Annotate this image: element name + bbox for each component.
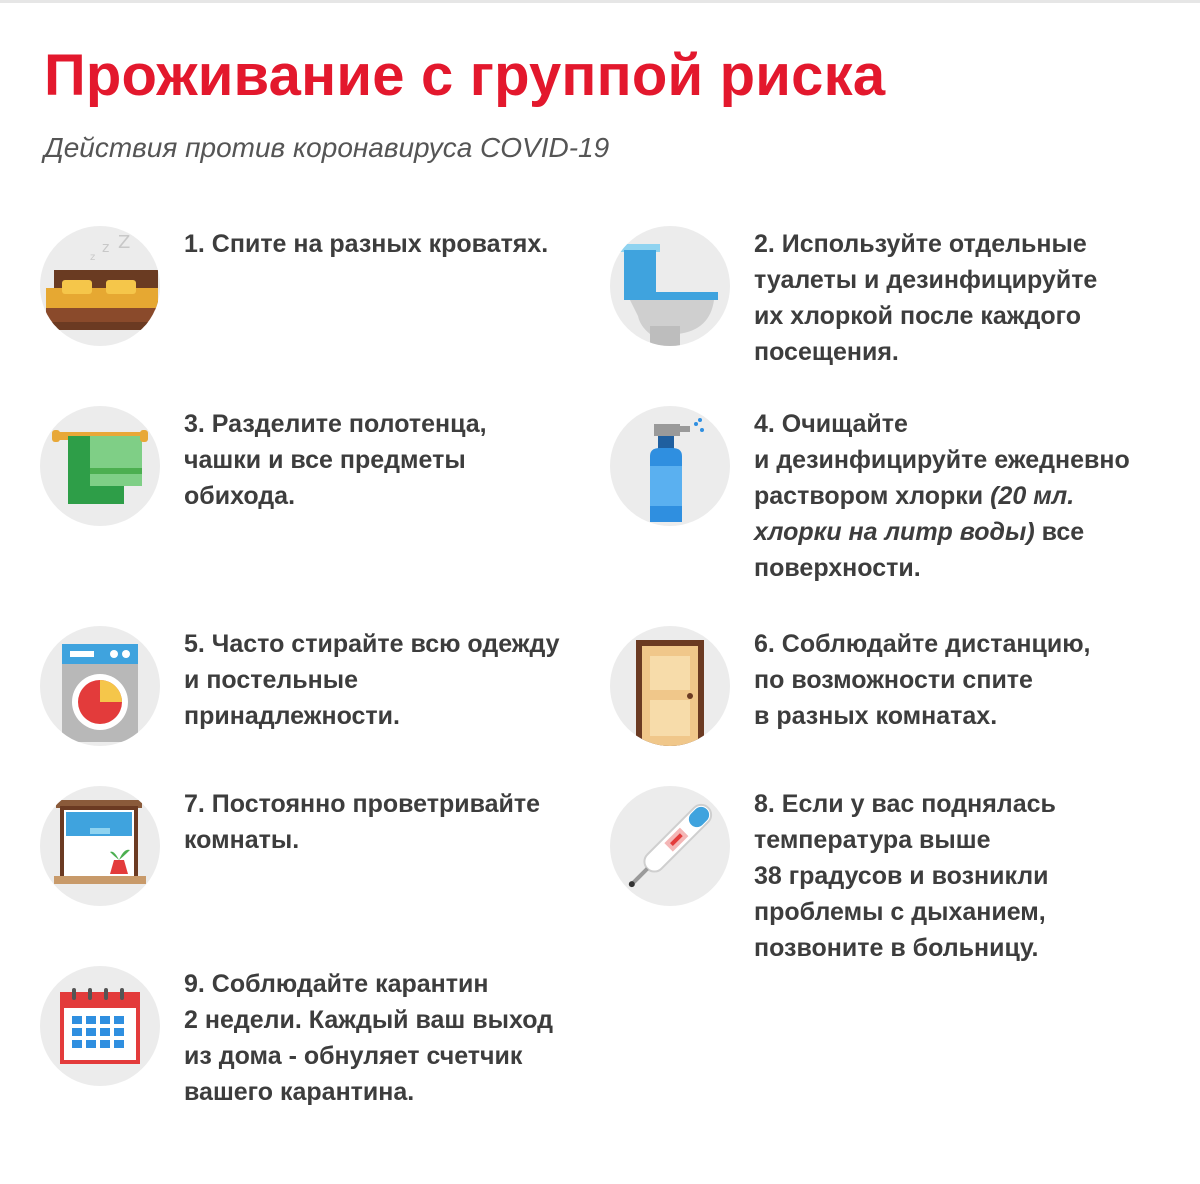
tip-7-line-1: 7. Постоянно проветривайте [184,790,541,818]
spray-bottle-icon [610,406,730,526]
tip-5-line-2: и постельные [184,666,359,694]
tip-1-line-1: 1. Спите на разных кроватях. [184,230,549,258]
tip-6-line-1: 6. Соблюдайте дистанцию, [754,630,1091,658]
tip-6-line-2: по возможности спите [754,666,1033,694]
tip-4-line-3: раствором хлорки (20 мл. [754,482,1075,510]
door-icon [610,626,730,746]
tip-2-line-3: их хлоркой после каждого [754,302,1081,330]
page-subtitle: Действия против коронавируса COVID-19 [44,132,610,163]
bed-icon [40,226,160,346]
tip-2-line-1: 2. Используйте отдельные [754,230,1087,258]
thermometer-icon [610,786,730,906]
tip-4-line-2: и дезинфицируйте ежедневно [754,446,1130,474]
svg-text:Z: Z [118,232,131,253]
tip-3-line-3: обихода. [184,482,296,510]
tip-3-line-2: чашки и все предметы [184,446,466,474]
tip-2-line-4: посещения. [754,338,899,366]
window-icon [40,786,160,906]
svg-text:z: z [102,240,110,256]
tip-8-line-4: проблемы с дыханием, [754,898,1046,926]
tip-8-line-3: 38 градусов и возникли [754,862,1049,890]
tip-9-line-3: из дома - обнуляет счетчик [184,1042,523,1070]
tip-5-line-1: 5. Часто стирайте всю одежду [184,630,560,658]
svg-text:z: z [90,252,96,263]
tip-8-line-1: 8. Если у вас поднялась [754,790,1056,818]
tip-5-line-3: принадлежности. [184,702,400,730]
tip-2-line-2: туалеты и дезинфицируйте [754,266,1098,294]
tip-9-line-1: 9. Соблюдайте карантин [184,970,489,998]
top-divider [0,0,1200,3]
tip-8-line-5: позвоните в больницу. [754,934,1039,962]
tip-4-line-1: 4. Очищайте [754,410,908,438]
tip-9-line-4: вашего карантина. [184,1078,415,1106]
tip-4-line-5: поверхности. [754,554,921,582]
tip-4-line-4: хлорки на литр воды) все [754,518,1085,546]
tip-3-line-1: 3. Разделите полотенца, [184,410,487,438]
tip-7-line-2: комнаты. [184,826,300,854]
towel-icon [40,406,160,526]
page-title: Проживание с группой риска [44,43,886,108]
calendar-icon [40,966,160,1086]
toilet-icon [610,226,730,346]
tip-9-line-2: 2 недели. Каждый ваш выход [184,1006,554,1034]
tip-8-line-2: температура выше [754,826,991,854]
washing-machine-icon [40,626,160,746]
tip-6-line-3: в разных комнатах. [754,702,998,730]
